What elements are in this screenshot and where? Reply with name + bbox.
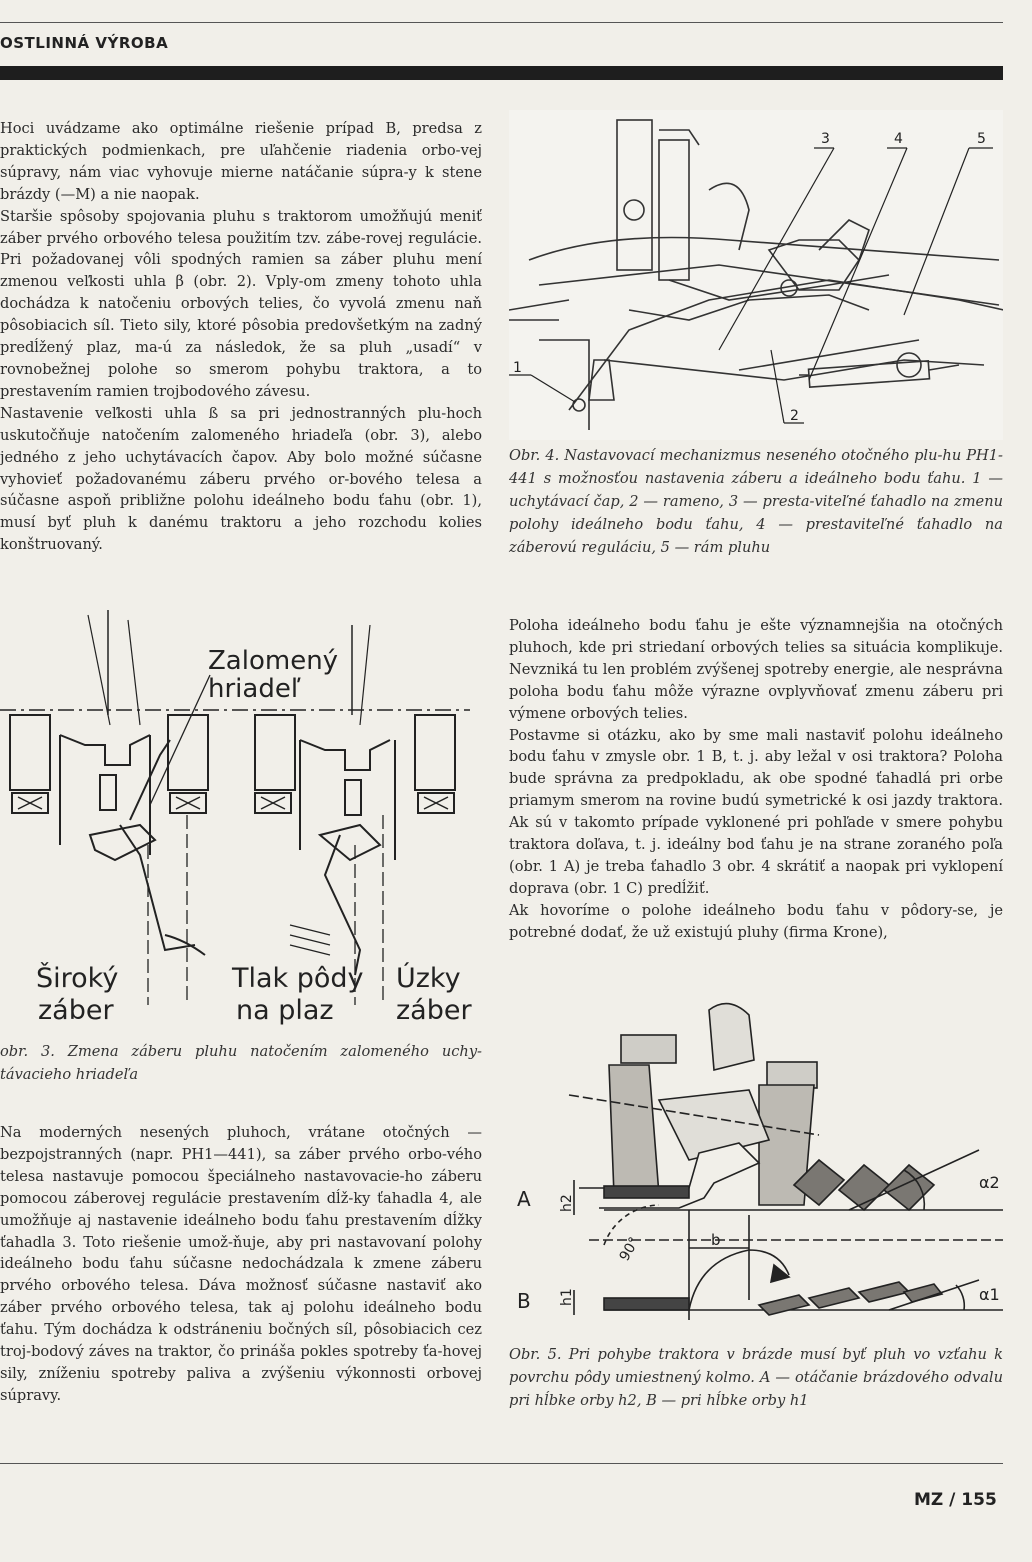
fig5-dim: b: [711, 1231, 721, 1249]
paragraph: Hoci uvádzame ako optimálne riešenie prípad B, predsa z praktických podmienkach, pre uľahčenie riadenia orbo-vej súpravy, nám viac vyhovuje mierne natáčanie súpra-y k stene brázdy (—M) a nie naopak.: [0, 120, 482, 203]
paragraph: Ak hovoríme o polohe ideálneho bodu ťahu v pôdory-se, je potrebné dodať, že už existujú pluhy (firma Krone),: [509, 901, 1003, 941]
paragraph: Poloha ideálneho bodu ťahu je ešte významnejšia na otočných pluhoch, kde pri striedaní orbových telies sa situácia komplikuje. Nevzniká tu len problém zvýšenej spotreby energie, ale nesprávna poloha bodu ťahu môže výrazne ovplyvňovať zmenu záberu pri výmene orbových telies.: [509, 617, 1003, 722]
fig3-label-shaft-1: Zalomený: [208, 646, 339, 676]
fig4-label: 3: [821, 131, 830, 147]
fig4-label: 4: [894, 131, 903, 147]
fig3-label-narrow-1: Úzky: [396, 963, 461, 994]
left-column-bottom: [0, 1122, 482, 1407]
fig3-label-narrow-2: záber: [396, 995, 472, 1026]
section-title: OSTLINNÁ VÝROBA: [0, 34, 169, 52]
fig3-label-pressure-1: Tlak pôdy: [232, 963, 364, 994]
paragraph: Na moderných nesených pluhoch, vrátane otočných — bezpojstranných (napr. PH1—441), sa záber prvého orbo-vého telesa nastavuje pomocou špeciálneho nastavovacie-ho záberu pomocou záberovej regulácie prestavením dĺž-ky ťahadla 4, ale umožňuje aj nastavenie ideálneho bodu ťahu prestavením dĺžky ťahadla 3. Toto riešenie umož-ňuje, aby pri nastavovaní polohy ideálneho bodu ťahu súčasne nedochádzala k zmene záberu prvého orbového telesa. Dáva možnosť súčasne nastaviť ako záber prvého orbového telesa, tak aj polohu ideálneho bodu ťahu. Tým dochádza k odstráneniu bočných síl, pôsobiacich cez troj-bodový záves na traktor, čo prináša pokles spotreby ťa-hovej sily, zníženiu spotreby paliva a zvýšeniu výkonnosti orbovej súpravy.: [0, 1124, 482, 1404]
left-column-top: [0, 118, 482, 556]
header-bar: [0, 66, 1003, 80]
fig5-row-label: A: [517, 1187, 531, 1211]
figure-3-plow-diagram: [0, 605, 482, 1030]
fig3-label-pressure-2: na plaz: [236, 995, 334, 1026]
fig4-label: 5: [977, 131, 986, 147]
top-rule: [0, 22, 1003, 23]
paragraph: Postavme si otázku, ako by sme mali nastaviť polohu ideálneho bodu ťahu v zmysle obr. 1 B, t. j. aby ležal v osi traktora? Poloha bude správna za predpokladu, ak obe spodné ťahadlá pri orbe priamym smerom na rovine budú symetrické k osi jazdy traktora. Ak sú v takomto prípade vyklonené pri pohľade v smere pohybu traktora doľava, t. j. ideálny bod ťahu je na strane zoraného poľa (obr. 1 A) je treba ťahadlo 3 obr. 4 skrátiť a naopak pri vyklopení doprava (obr. 1 C) predĺžiť.: [509, 726, 1003, 897]
figure-4-mechanism-photo: [509, 110, 1003, 440]
figure-5-caption: Obr. 5. Pri pohybe traktora v brázde musí byť pluh vo vzťahu k povrchu pôdy umiestnený kolmo. A — otáčanie brázdového odvalu pri hĺbke orby h2, B — pri hĺbke orby h1: [509, 1346, 1003, 1409]
figure-4-caption: Obr. 4. Nastavovací mechanizmus neseného otočného plu-hu PH1-441 s možnosťou nastavenia záberu a ideálneho bodu ťahu. 1 — uchytávací čap, 2 — rameno, 3 — presta-viteľné ťahadlo na zmenu polohy ideálneho bodu ťahu, 4 — prestaviteľné ťahadlo na záberovú reguláciu, 5 — rám pluhu: [509, 447, 1003, 556]
fig5-dim: α1: [979, 1285, 1000, 1304]
page-number: MZ / 155: [914, 1490, 997, 1510]
fig5-dim: α2: [979, 1173, 1000, 1192]
fig4-label: 2: [790, 408, 799, 424]
fig5-dim: h2: [559, 1194, 575, 1212]
fig5-dim: h1: [559, 1288, 575, 1306]
paragraph: Nastavenie veľkosti uhla ß sa pri jednostranných plu-hoch uskutočňuje natočením zalomeného hriadeľa (obr. 3), alebo jedného z jeho uchytávacích čapov. Aby bolo možné súčasne vyhovieť požadovanému záberu prvého or-bového telesa a súčasne aspoň približne polohu ideálneho bodu ťahu (obr. 1), musí byť pluh k danému traktoru a jeho rozchodu kolies konštruovaný.: [0, 404, 482, 554]
figure-3-caption: obr. 3. Zmena záberu pluhu natočením zalomeného uchy-távacieho hriadeľa: [0, 1043, 482, 1083]
figure-5-tractor-furrow: [509, 1000, 1003, 1335]
fig3-label-shaft-2: hriadeľ: [208, 674, 301, 704]
fig4-label: 1: [513, 360, 522, 376]
bottom-rule: [0, 1463, 1003, 1464]
paragraph: Staršie spôsoby spojovania pluhu s traktorom umožňujú meniť záber prvého orbového telesa použitím tzv. zábe-rovej regulácie. Pri požadovanej vôli spodných ramien sa záber pluhu mení zmenou veľkosti uhla β (obr. 2). Vply-om zmeny tohoto uhla dochádza k natočeniu orbových telies, čo vyvolá zmenu naň pôsobiacich síl. Tieto sily, ktoré pôsobia predovšetkým na zadný predĺžený plaz, ma-ú za následok, že sa pluh „usadí“ v rovnobežnej polohe so smerom pohybu traktora, a to prestavením ramien trojbodového závesu.: [0, 207, 482, 400]
right-column: [509, 615, 1003, 944]
fig5-row-label: B: [517, 1289, 531, 1313]
fig5-dim: 90°: [616, 1234, 643, 1264]
fig3-label-wide-1: Široký: [36, 963, 119, 994]
fig3-label-wide-2: záber: [38, 995, 114, 1026]
